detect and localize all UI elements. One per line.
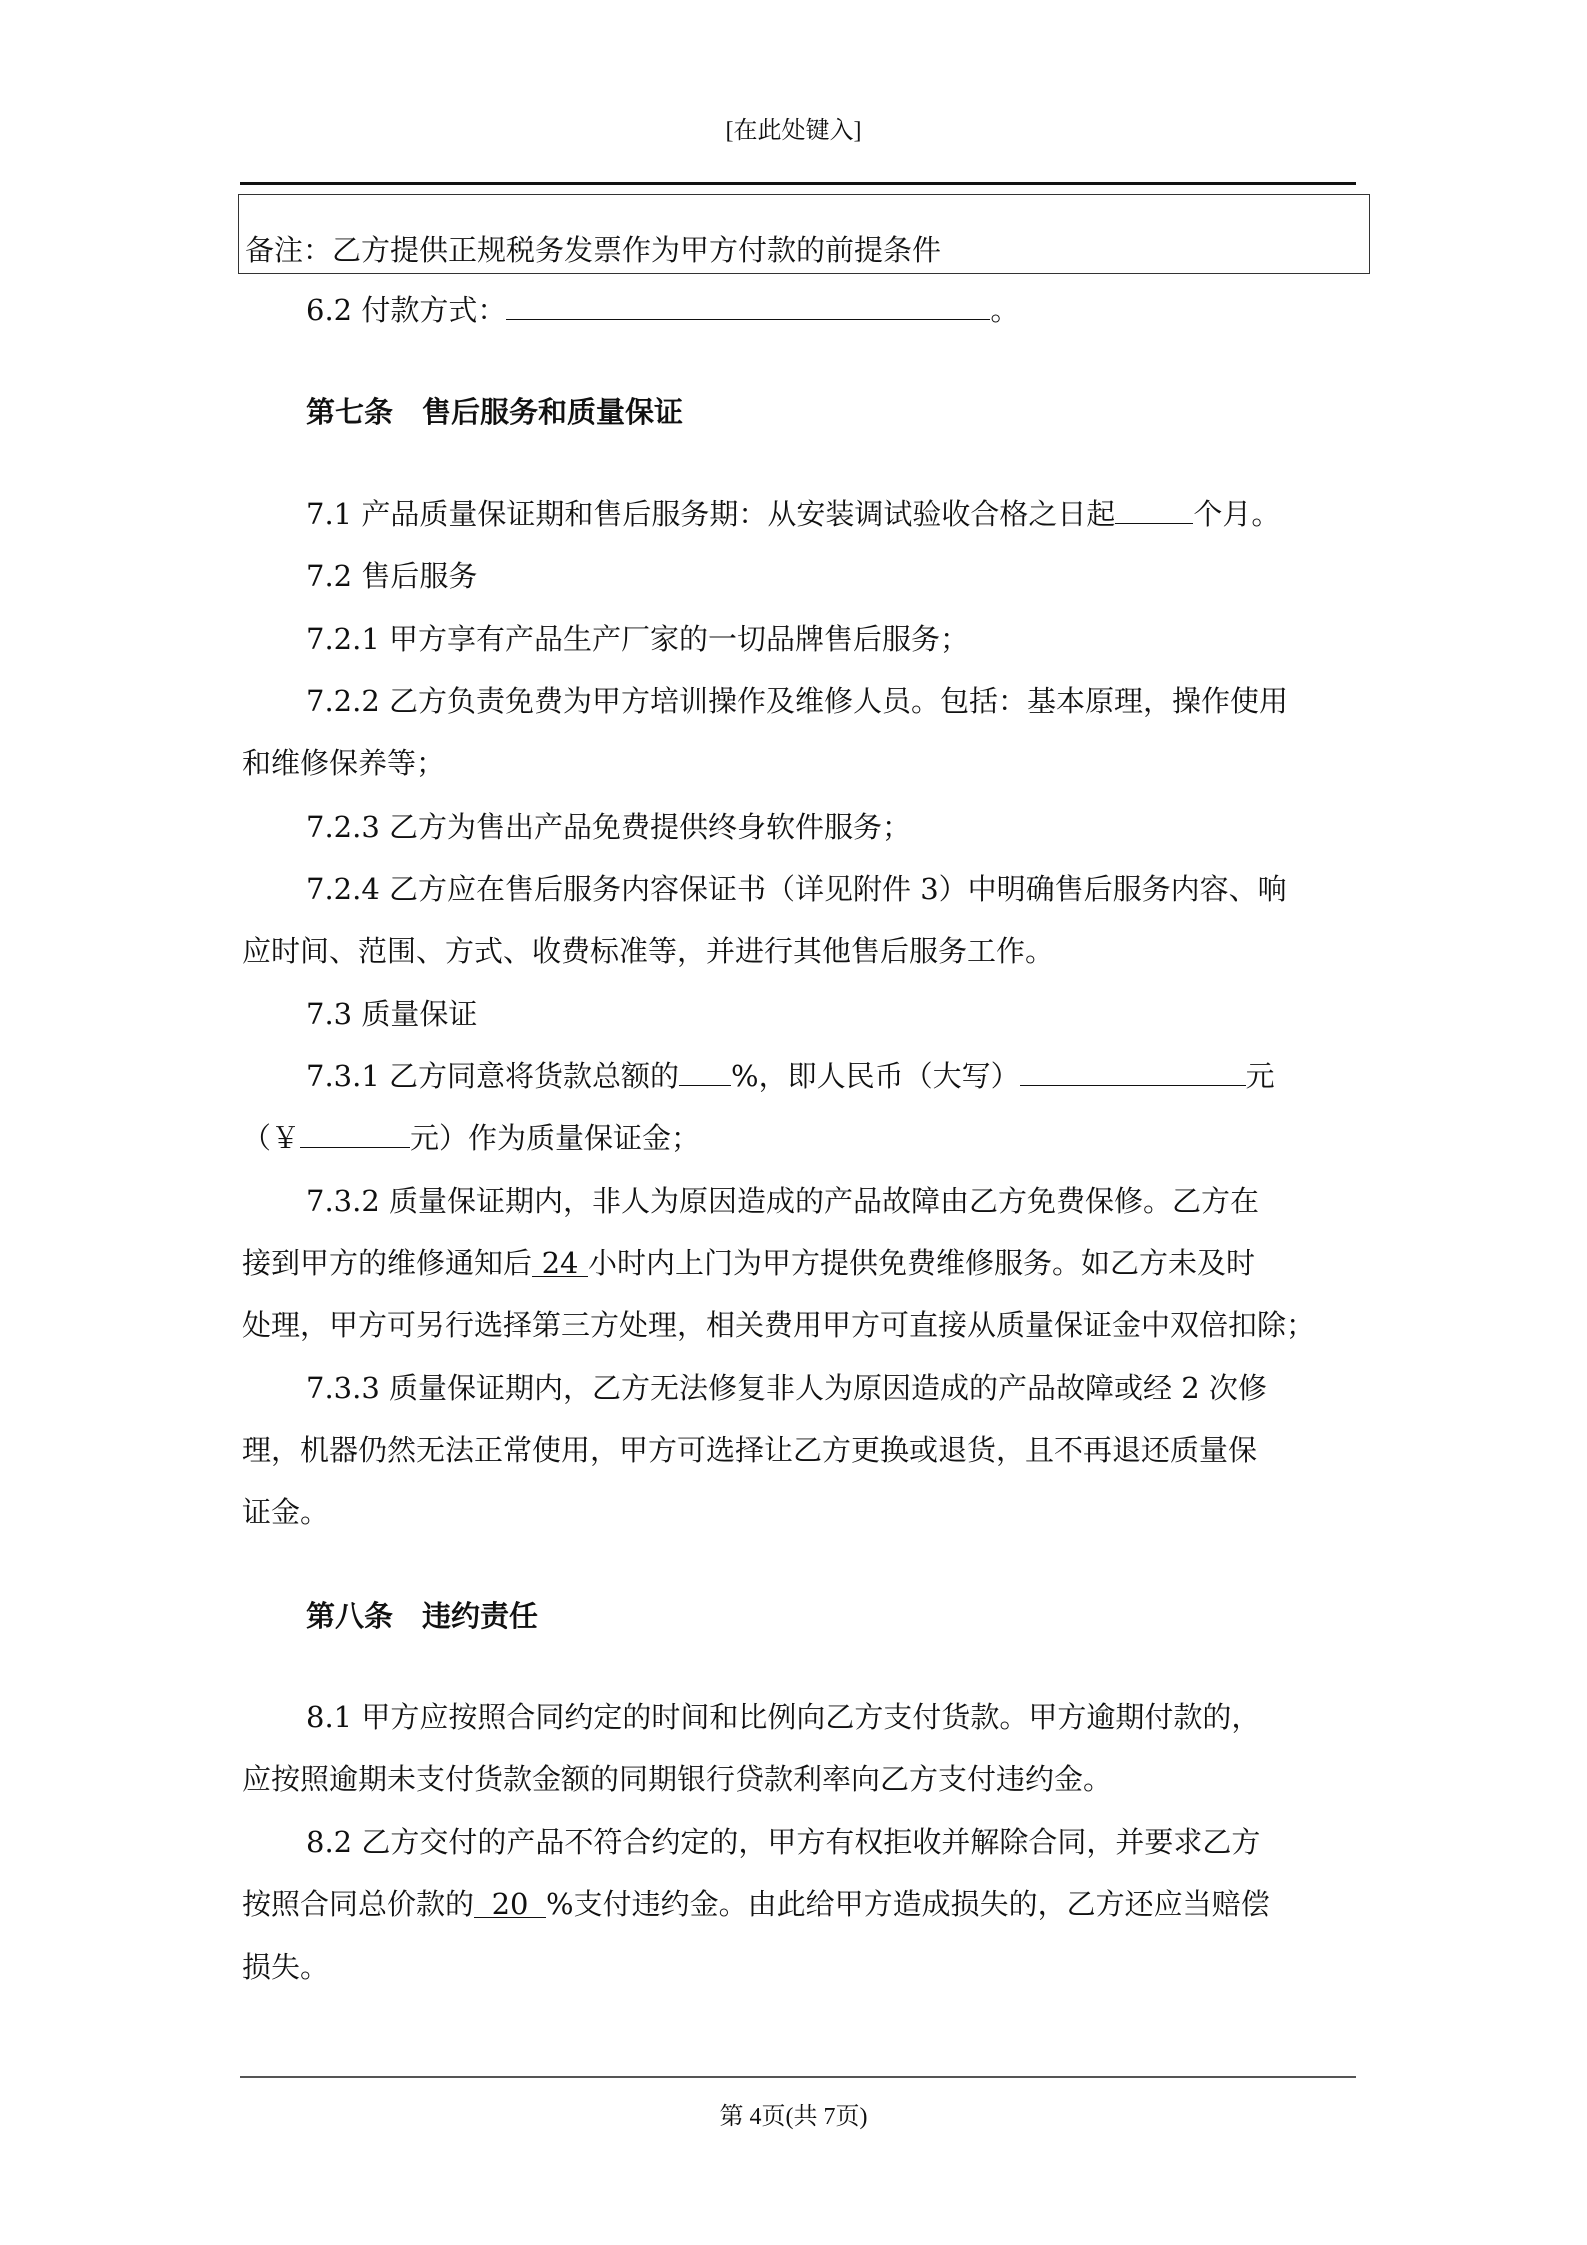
clause-8-2-line1: 8.2 乙方交付的产品不符合约定的，甲方有权拒收并解除合同，并要求乙方 xyxy=(306,1825,1261,1859)
clause-8-1-line1: 8.1 甲方应按照合同约定的时间和比例向乙方支付货款。甲方逾期付款的， xyxy=(306,1700,1261,1734)
clause-7-2-2-line1: 7.2.2 乙方负责免费为甲方培训操作及维修人员。包括：基本原理，操作使用 xyxy=(306,684,1289,718)
penalty-percent-value[interactable]: 20 xyxy=(474,1887,546,1918)
clause-7-3-2-rest: 小时内上门为甲方提供免费维修服务。如乙方未及时 xyxy=(588,1246,1256,1280)
clause-7-2-1: 7.2.1 甲方享有产品生产厂家的一切品牌售后服务； xyxy=(306,622,970,656)
clause-7-1 xyxy=(306,492,1280,533)
payment-method-blank[interactable] xyxy=(506,289,990,320)
clause-6-2-end: 。 xyxy=(990,293,1020,327)
clause-7-3-1-text: 7.3.1 乙方同意将货款总额的 xyxy=(306,1059,680,1093)
page-number: 第 4页(共 7页) xyxy=(719,2104,868,2130)
clause-7-3-1-yuan: 元 xyxy=(1245,1059,1275,1093)
clause-7-3-1-rmb: （￥ xyxy=(242,1121,301,1155)
clause-7-3: 7.3 质量保证 xyxy=(306,997,478,1031)
clause-7-3-1-line2 xyxy=(242,1116,700,1157)
clause-7-2: 7.2 售后服务 xyxy=(306,559,478,593)
header-divider xyxy=(240,182,1356,185)
clause-7-2-4-line1: 7.2.4 乙方应在售后服务内容保证书（详见附件 3）中明确售后服务内容、响 xyxy=(306,872,1287,906)
clause-7-1-end: 个月。 xyxy=(1193,497,1281,531)
clause-7-3-2-line2 xyxy=(242,1241,1255,1282)
clause-7-3-1-mid: %，即人民币（大写） xyxy=(731,1059,1020,1093)
clause-6-2-text: 6.2 付款方式： xyxy=(306,293,507,327)
warranty-months-blank[interactable] xyxy=(1115,493,1193,524)
clause-7-3-3-line2: 理，机器仍然无法正常使用，甲方可选择让乙方更换或退货，且不再退还质量保 xyxy=(242,1433,1258,1467)
clause-8-2-line3: 损失。 xyxy=(242,1950,330,1984)
clause-7-2-3: 7.2.3 乙方为售出产品免费提供终身软件服务； xyxy=(306,810,912,844)
response-hours-value[interactable]: 24 xyxy=(532,1246,588,1277)
note-box xyxy=(238,194,1370,274)
clause-8-2-line2 xyxy=(242,1882,1270,1923)
clause-8-1-line2: 应按照逾期未支付货款金额的同期银行贷款利率向乙方支付违约金。 xyxy=(242,1762,1113,1796)
article-7-heading: 第七条 售后服务和质量保证 xyxy=(306,395,684,429)
clause-7-3-2-line3: 处理，甲方可另行选择第三方处理，相关费用甲方可直接从质量保证金中双倍扣除； xyxy=(242,1308,1316,1342)
deposit-percent-blank[interactable] xyxy=(679,1055,731,1086)
clause-7-3-3-line3: 证金。 xyxy=(242,1495,330,1529)
note-text: 备注：乙方提供正规税务发票作为甲方付款的前提条件 xyxy=(245,233,942,267)
article-8-heading: 第八条 违约责任 xyxy=(306,1599,539,1633)
clause-7-2-2-line2: 和维修保养等； xyxy=(242,746,446,780)
footer-divider xyxy=(240,2076,1356,2078)
amount-in-words-blank[interactable] xyxy=(1020,1055,1246,1086)
amount-figures-blank[interactable] xyxy=(300,1117,410,1148)
clause-7-3-1-line1 xyxy=(306,1054,1275,1095)
page-header: [在此处键入] xyxy=(725,118,862,144)
clause-8-2-rest: %支付违约金。由此给甲方造成损失的，乙方还应当赔偿 xyxy=(546,1887,1270,1921)
clause-7-3-2-text: 接到甲方的维修通知后 xyxy=(242,1246,533,1280)
clause-7-1-text: 7.1 产品质量保证期和售后服务期：从安装调试验收合格之日起 xyxy=(306,497,1116,531)
clause-7-3-2-line1: 7.3.2 质量保证期内，非人为原因造成的产品故障由乙方免费保修。乙方在 xyxy=(306,1184,1260,1218)
clause-7-3-1-end: 元）作为质量保证金； xyxy=(410,1121,701,1155)
clause-7-2-4-line2: 应时间、范围、方式、收费标准等，并进行其他售后服务工作。 xyxy=(242,934,1055,968)
clause-8-2-text: 按照合同总价款的 xyxy=(242,1887,475,1921)
clause-7-3-3-line1: 7.3.3 质量保证期内，乙方无法修复非人为原因造成的产品故障或经 2 次修 xyxy=(306,1371,1267,1405)
clause-6-2 xyxy=(306,288,1019,329)
